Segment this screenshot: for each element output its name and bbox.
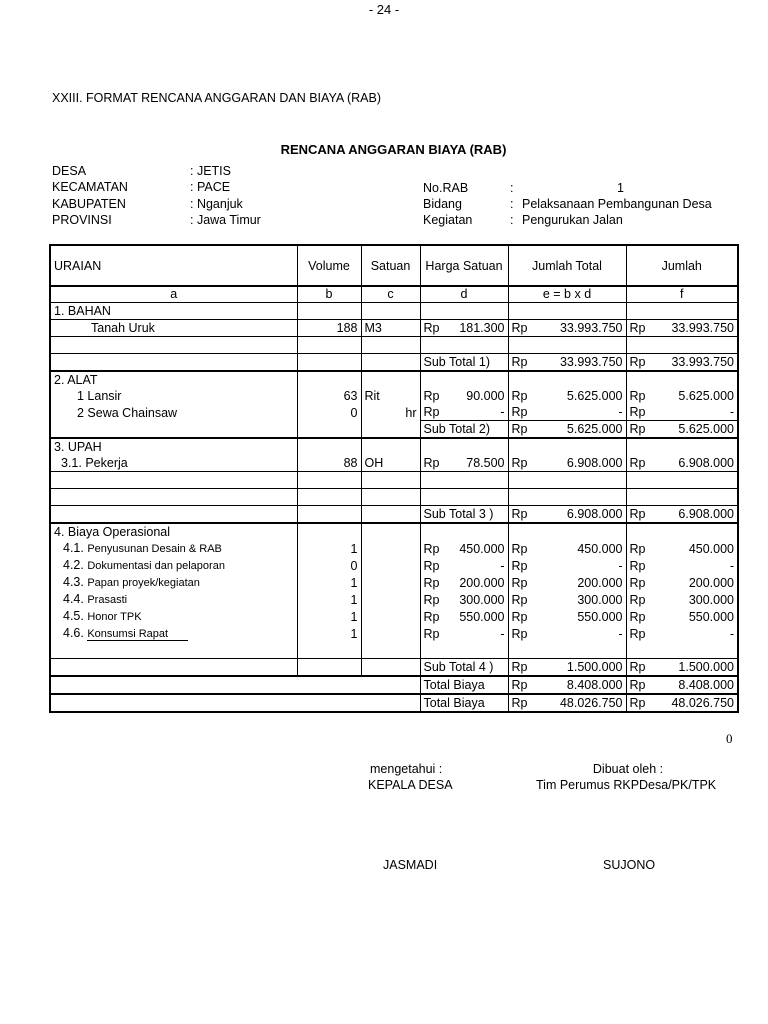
- item-total: -: [618, 627, 623, 641]
- currency-label: Rp: [629, 405, 646, 419]
- currency-label: Rp: [629, 355, 646, 369]
- item-volume: 1: [297, 608, 361, 625]
- currency-label: Rp: [629, 696, 646, 710]
- currency-label: Rp: [511, 593, 528, 607]
- item-name: Penyusunan Desain & RAB: [87, 543, 222, 555]
- item-name: 3.1. Pekerja: [50, 455, 297, 472]
- item-jumlah: 200.000: [688, 576, 734, 590]
- subtotal-total: 6.908.000: [566, 507, 623, 521]
- table-row: [50, 472, 738, 489]
- item-jumlah: 5.625.000: [678, 389, 734, 403]
- item-name: Papan proyek/kegiatan: [87, 577, 200, 589]
- item-jumlah: -: [729, 559, 734, 573]
- letter-f: f: [680, 287, 684, 301]
- letter-a: a: [50, 286, 297, 303]
- currency-label: Rp: [511, 542, 528, 556]
- signature-left-name: JASMADI: [383, 858, 438, 872]
- currency-label: Rp: [511, 321, 528, 335]
- info-label-bidang: Bidang: [423, 197, 462, 211]
- subtotal-jumlah: 1.500.000: [678, 660, 734, 674]
- currency-label: Rp: [511, 422, 528, 436]
- document-title: RENCANA ANGGARAN BIAYA (RAB): [280, 142, 507, 157]
- item-jumlah: 300.000: [688, 593, 734, 607]
- item-jumlah: 33.993.750: [671, 321, 734, 335]
- item-name: 1 Lansir: [50, 388, 297, 404]
- item-unit: M3: [361, 320, 420, 337]
- signature-right-title: Tim Perumus RKPDesa/PK/TPK: [536, 778, 717, 792]
- header-volume: Volume: [297, 245, 361, 286]
- signature-right-label: Dibuat oleh :: [592, 762, 664, 776]
- info-value-provinsi: : Jawa Timur: [190, 213, 261, 227]
- item-total: 200.000: [577, 576, 623, 590]
- item-unit: OH: [361, 455, 420, 472]
- currency-label: Rp: [629, 660, 646, 674]
- currency-label: Rp: [423, 321, 440, 335]
- item-unit: hr: [361, 404, 420, 421]
- page-number: - 24 -: [368, 2, 400, 17]
- currency-label: Rp: [423, 627, 440, 641]
- currency-label: Rp: [629, 422, 646, 436]
- subtotal-label: Sub Total 1): [420, 354, 508, 372]
- subtotal-total: 5.625.000: [566, 422, 623, 436]
- rab-table: [49, 244, 739, 713]
- table-row: [50, 337, 738, 354]
- item-jumlah: -: [729, 405, 734, 419]
- currency-label: Rp: [629, 321, 646, 335]
- total-row: [50, 694, 738, 712]
- total-biaya-jumlah: 8.408.000: [678, 678, 734, 692]
- letter-c: c: [361, 286, 420, 303]
- item-total: 550.000: [577, 610, 623, 624]
- item-volume: 1: [297, 540, 361, 557]
- table-row: [50, 608, 738, 625]
- item-price: -: [500, 559, 505, 573]
- item-volume: 88: [297, 455, 361, 472]
- item-total: 450.000: [577, 542, 623, 556]
- item-price: -: [500, 405, 505, 419]
- item-name: Dokumentasi dan pelaporan: [87, 560, 225, 572]
- currency-label: Rp: [629, 627, 646, 641]
- total-biaya-jumlah: 48.026.750: [671, 696, 734, 710]
- table-row: [50, 642, 738, 659]
- item-name: Tanah Uruk: [50, 320, 297, 337]
- currency-label: Rp: [423, 610, 440, 624]
- item-unit: Rit: [361, 388, 420, 404]
- section-title: XXIII. FORMAT RENCANA ANGGARAN DAN BIAYA (RAB): [52, 91, 381, 105]
- letter-e: e = b x d: [508, 286, 626, 303]
- subtotal-row: [50, 354, 738, 372]
- item-name: Honor TPK: [87, 611, 142, 623]
- section-title-operasional: 4. Biaya Operasional: [50, 523, 297, 540]
- subtotal-total: 33.993.750: [559, 355, 623, 369]
- item-price: -: [500, 627, 505, 641]
- item-total: 300.000: [577, 593, 623, 607]
- header-jumlah-total: Jumlah Total: [508, 245, 626, 286]
- signature-left-title: KEPALA DESA: [368, 778, 453, 792]
- total-biaya-total: 48.026.750: [559, 696, 623, 710]
- subtotal-total: 1.500.000: [566, 660, 623, 674]
- table-row: [50, 574, 738, 591]
- info-colon-bidang: :: [510, 197, 514, 211]
- item-number: 4.6.: [63, 626, 84, 640]
- info-value-norab: 1: [617, 181, 624, 195]
- info-label-kegiatan: Kegiatan: [423, 213, 473, 227]
- total-biaya-total: 8.408.000: [566, 678, 623, 692]
- item-name: Konsumsi Rapat: [87, 628, 188, 641]
- table-letter-row: [50, 286, 738, 303]
- signature-right-name: SUJONO: [603, 858, 656, 872]
- item-price: 181.300: [459, 321, 505, 335]
- currency-label: Rp: [511, 507, 528, 521]
- table-row: [50, 591, 738, 608]
- header-satuan: Satuan: [361, 245, 420, 286]
- currency-label: Rp: [511, 559, 528, 573]
- item-total: 6.908.000: [566, 456, 623, 470]
- currency-label: Rp: [423, 559, 440, 573]
- currency-label: Rp: [423, 389, 440, 403]
- currency-label: Rp: [629, 389, 646, 403]
- currency-label: Rp: [629, 507, 646, 521]
- currency-label: Rp: [511, 627, 528, 641]
- currency-label: Rp: [629, 542, 646, 556]
- currency-label: Rp: [629, 610, 646, 624]
- currency-label: Rp: [511, 610, 528, 624]
- info-value-kegiatan: Pengurukan Jalan: [522, 213, 623, 227]
- table-row: [50, 371, 738, 388]
- item-volume: 1: [297, 591, 361, 608]
- currency-label: Rp: [423, 542, 440, 556]
- item-jumlah: 450.000: [688, 542, 734, 556]
- currency-label: Rp: [629, 678, 646, 692]
- zero-value: 0: [726, 731, 733, 746]
- item-number: 4.3.: [63, 575, 84, 589]
- header-uraian: URAIAN: [50, 245, 297, 286]
- currency-label: Rp: [423, 405, 440, 419]
- table-row: [50, 557, 738, 574]
- subtotal-label: Sub Total 4 ): [420, 659, 508, 677]
- item-total: 5.625.000: [566, 389, 623, 403]
- total-biaya-label: Total Biaya: [420, 694, 508, 712]
- item-jumlah: -: [729, 627, 734, 641]
- item-number: 4.5.: [63, 609, 84, 623]
- currency-label: Rp: [423, 593, 440, 607]
- item-volume: 1: [297, 574, 361, 591]
- info-colon-kegiatan: :: [510, 213, 514, 227]
- currency-label: Rp: [629, 559, 646, 573]
- table-row: [50, 303, 738, 320]
- info-label-kabupaten: KABUPATEN: [52, 197, 126, 211]
- table-header-row: [50, 245, 738, 286]
- subtotal-jumlah: 33.993.750: [671, 355, 734, 369]
- table-row: [50, 388, 738, 404]
- table-row: [50, 489, 738, 506]
- section-title-alat: 2. ALAT: [50, 371, 297, 388]
- item-number: 4.4.: [63, 592, 84, 606]
- currency-label: Rp: [511, 355, 528, 369]
- item-price: 78.500: [466, 456, 505, 470]
- item-price: 90.000: [466, 389, 505, 403]
- item-volume: 63: [297, 388, 361, 404]
- currency-label: Rp: [511, 576, 528, 590]
- currency-label: Rp: [423, 456, 440, 470]
- item-price: 300.000: [459, 593, 505, 607]
- item-total: 33.993.750: [559, 321, 623, 335]
- subtotal-jumlah: 5.625.000: [678, 422, 734, 436]
- item-price: 450.000: [459, 542, 505, 556]
- info-label-desa: DESA: [52, 164, 87, 178]
- letter-b: b: [297, 286, 361, 303]
- section-title-bahan: 1. BAHAN: [50, 303, 297, 320]
- signature-left-label: mengetahui :: [370, 762, 443, 776]
- info-label-norab: No.RAB: [423, 181, 469, 195]
- info-value-desa: : JETIS: [190, 164, 231, 178]
- info-value-kecamatan: : PACE: [190, 180, 231, 194]
- info-label-provinsi: PROVINSI: [52, 213, 112, 227]
- currency-label: Rp: [511, 660, 528, 674]
- table-row: [50, 540, 738, 557]
- item-volume: 188: [297, 320, 361, 337]
- item-volume: 0: [297, 557, 361, 574]
- item-total: -: [618, 559, 623, 573]
- subtotal-row: [50, 659, 738, 677]
- subtotal-row: [50, 506, 738, 524]
- item-jumlah: 550.000: [688, 610, 734, 624]
- info-value-bidang: Pelaksanaan Pembangunan Desa: [522, 197, 712, 211]
- currency-label: Rp: [511, 405, 528, 419]
- table-row: [50, 523, 738, 540]
- subtotal-row: [50, 421, 738, 439]
- item-number: 4.1.: [63, 541, 84, 555]
- table-row: [50, 625, 738, 642]
- item-volume: 1: [297, 625, 361, 642]
- currency-label: Rp: [423, 576, 440, 590]
- info-value-kabupaten: : Nganjuk: [190, 197, 243, 211]
- currency-label: Rp: [511, 696, 528, 710]
- header-harga-satuan: Harga Satuan: [420, 245, 508, 286]
- currency-label: Rp: [629, 456, 646, 470]
- total-biaya-label: Total Biaya: [420, 676, 508, 694]
- table-row: [50, 438, 738, 455]
- currency-label: Rp: [511, 456, 528, 470]
- subtotal-label: Sub Total 2): [420, 421, 508, 439]
- currency-label: Rp: [511, 678, 528, 692]
- item-number: 4.2.: [63, 558, 84, 572]
- item-price: 550.000: [459, 610, 505, 624]
- info-colon-norab: :: [510, 181, 514, 195]
- total-row: [50, 676, 738, 694]
- subtotal-label: Sub Total 3 ): [420, 506, 508, 524]
- item-total: -: [618, 405, 623, 419]
- item-price: 200.000: [459, 576, 505, 590]
- currency-label: Rp: [629, 576, 646, 590]
- header-jumlah: Jumlah: [626, 245, 738, 286]
- subtotal-jumlah: 6.908.000: [678, 507, 734, 521]
- section-title-upah: 3. UPAH: [50, 438, 297, 455]
- letter-d: d: [420, 286, 508, 303]
- table-row: [50, 455, 738, 472]
- item-volume: 0: [297, 404, 361, 421]
- table-row: [50, 404, 738, 421]
- info-label-kecamatan: KECAMATAN: [52, 180, 128, 194]
- item-name: 2 Sewa Chainsaw: [50, 404, 297, 421]
- currency-label: Rp: [511, 389, 528, 403]
- item-jumlah: 6.908.000: [678, 456, 734, 470]
- table-row: [50, 320, 738, 337]
- item-name: Prasasti: [87, 594, 128, 606]
- currency-label: Rp: [629, 593, 646, 607]
